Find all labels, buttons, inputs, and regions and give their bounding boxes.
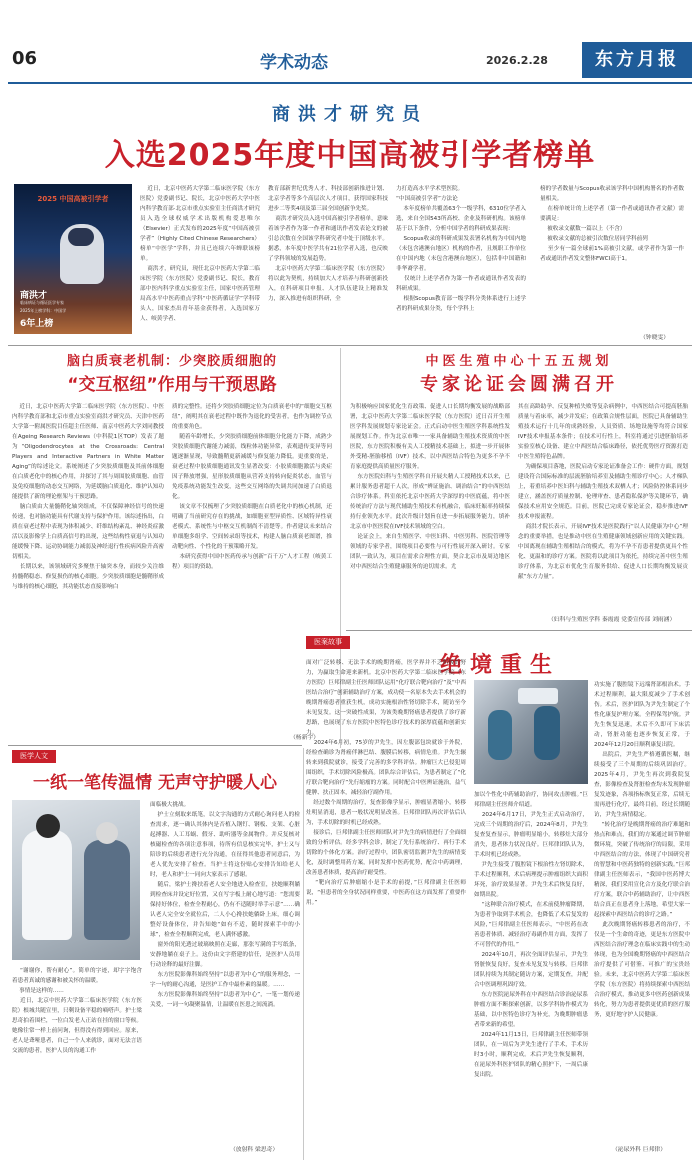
- article5-col1: 面对广泛转移、无法手术的晚期肾癌，医学界并不乏积极的努力，为赢取生命迎来新机。北京中医药大学第二临床医学院（东方医院）巨邦律副主任医师团队运用“化疗联合靶向治疗”及“中西医结合治疗”创新辅助治疗方案，成功使一名原本失去手术机会的晚期肾癌患者重获生机，成功实施根治性肾切除手术，随访至今未见复发。这一突破性成果，为该类晚期肾癌患者提供了诊疗新思路，也展现了东方医院中医特色诊疗技术的深厚底蕴和创新实力。 2024年6月初，75岁的尹先生，因左腹部包块就诊于外院，经检查确诊为肾癌伴淋巴结、腹膜后转移，病情危重。尹先生辗转来到我院就诊，接受了完善的多学科评估。肿瘤巨大已侵犯周围组织，手术切除风险极高。团队综合评估后，为患者制定了“化疗联合靶向治疗”先行缩瘤的方案。同时配合中医辨证施治，益气健脾、扶正固本，减轻治疗副作用。 经过数个周期的治疗，复查影像学显示，肿瘤显著缩小，转移灶明显消退，患者一般状况明显改善。巨邦律团队再次评估后认为，手术切除的时机已经成熟。 接诊后，巨邦律副主任医师团队对尹先生的病情进行了全面细致的分析评估。经多学科会诊，制定了先行系统治疗、再行手术切除的个体化方案。治疗过程中，团队密切监测尹先生的病情变化，及时调整用药方案，同时发挥中医药优势，配合中药调理，改善患者体质，提高治疗耐受性。 “靶向治疗后肿瘤缩小是手术的前提，”巨邦律副主任医师说，“但患者的全身状况同样重要，中医药在这方面发挥了重要作用。”: [306, 660, 466, 906]
- nurse-head: [36, 814, 60, 838]
- article1-col2: 教育部新世纪优秀人才、科技部创新推进计划、北京学者等多个高层次人才项目，获得国家科技进步二等奖4项及第三届全国创新争先奖。 商洪才研究员入选中国高被引学者榜单，意味着该学者作为第一作者和通讯作者发表论文的被引总次数在全国该学科研究者中处于顶级水平。据悉，本年度中医学共有21位学者入选，也反映了学科领域的发展趋势。 北京中医药大学第二临床医学院（东方医院）将以此为契机，持续加大人才培养与科研创新投入，在科研项目申报、人才队伍建设上精准发力，深入推进有组织科研，全: [268, 186, 388, 302]
- cover-top-text: 2025 中国高被引学者: [37, 195, 109, 203]
- article1-title: 入选2025年度中国高被引学者榜单: [104, 138, 596, 173]
- book-cover-image: [14, 184, 132, 334]
- article4-caption: “谢谢你，帮有耐心”。简单的字迹，却字字饱含着患者真诚的感谢和被关怀的温暖。 事情是这样的…… 近日，北京中医药大学第二临床医学院（东方医院）根城共随宣里，只剩设备平稳的嘀嗒声。护士梁思奇拍着围栏，一位白发老人正站在挂的窗口等候。她像往常一样上前问询，但得没有得到回应。原来，老人是聋哑患者，自己一个人来就诊，面对无法言语交流的患者，医护人员的沟通工作: [12, 968, 142, 1054]
- article1-col3: 力打造高水平学术型医院。 “中国高被引学者”方法论 本年度榜单共覆盖63个一级学科，6310位学者入选，来自全国543所高校、企业及科研机构。该榜单基于以下条件，分析中国学者的科研成果表现： Scopus收录的科研成果发表署名机构为中国内地（未包含港澳台地区）机构的作者，且规职工作单位在中国内地（未包含港澳台地区），包括非中国籍和非华裔学者。 仅统计上述学者作为第一作者或通讯作者发表的科研成果。 根据Scopus教育部一级学科分类体系进行上述学者的科研成果分类，每个学科上: [396, 186, 526, 312]
- column-divider: [303, 748, 304, 1160]
- article4-title: 一纸一笔传温情 无声守护暖人心: [33, 773, 277, 793]
- cover-sub: 临床病证与循证医学专家: [20, 300, 64, 305]
- article3-title-line2: 专家论证会圆满召开: [420, 374, 618, 395]
- surgery-photo: [474, 680, 588, 784]
- article2-title-line1: 脑白质衰老机制：少突胶质细胞的: [66, 354, 277, 369]
- patient-head: [96, 822, 118, 844]
- article1-col1: 近日，北京中医药大学第二临床医学院（东方医院）党委副书记、院长，北京中医药大学中医内科学教育部·北京市重点实验室主任商洪才研究员入选全球权威学术出版机构爱思唯尔（Elsevier）正式发布的2025年度“中国高被引学者”（Highly Cited Chinese Researchers）榜单“中医学”学科，并且已连续六年蝉联该榜单。 商洪才，研究员，现任北京中医药大学第二临床医学院（东方医院）党委副书记、院长，教育部中医内科学重点实验室主任，国家中医药管理局高水平中医药重点学科“中医药循证学”学科带头人，国家杰出青年基金获得者，入选国家万人、岐黄学者、: [140, 186, 260, 322]
- article5-signature: （泌尿外科 巨邦律）: [612, 1147, 667, 1153]
- surgical-light: [518, 688, 558, 704]
- article2-col1: 近日，北京中医药大学第二临床医学院（东方医院）、中医内科学教育部和北京市重点实验室商洪才研究员、天津中医药大学第一附属医院目佳超主任医师、南京中医药大学刘同教授在Ageing Research Reviews（中科院1区TOP）发表了题为“Oligodendrocytes at the Crossroads: Central Players and Interactive Partners in White Matter Aging”的综述论文。系统阐述了少突胶质细胞及其前体细胞在白质老化中的核心作用，并探讨了其与周围胶质细胞、血管及免疫细胞的动态交互网络，为延缓脑白质退化、维护认知功能提供了新的理论框架与干预思路。 脑白质由大量髓鞘化轴突组成，不仅保障神经信号的快速传递，也对脑功能具有代谢支持与保护作用。该综述指出，白质在衰老过程中表现为体积减少、纤维结构紊乱、神经炎症激活以及影像学上白质高信号的出现，这些结构性衰退与认知功能缓慢下降、运动协调能力减弱及神经退行性疾病风险升高密切相关。 长期以来，该领域研究多聚焦于轴突本身，而较少关注维持髓鞘稳态、修复损伤的核心细胞。少突胶质细胞是髓鞘形成与维持的核心细胞，其功能状态直接影响白: [12, 404, 164, 590]
- article3-col2: 其在高龄助孕、反复种植失败等复杂病例中，中西医结合可提高胚胎质量与着床率，减少并发症；在政策合规性层面，医院已具备辅助生殖技术运行十几年的成熟经验，人员资质、场地设施等均符合国家IVF技术申报基本条件；在技术可行性上，科室将通过引进胚胎培养实验室核心设备、建立中西医结合临床路径，依托优势医疗资源打造中医生殖特色品牌。 为确保项目落地，医院启动专家论证准备会工作：硬件方面，规划建设符合国际标准的层流胚胎培养室及辅助生殖诊疗中心；人才梯队上，着重培养中医妇科与辅助生殖技术双栖人才；风险防控体系同步建立，涵盖医疗质量控制、伦理审查、患者隐私保护等关键环节，确保技术应用安全规范。目前，医院已完成专家论证会，稳步推进IVF技术申报流程。 商洪才院长表示，开展IVF技术是医院践行“以人民健康为中心”理念的重要举措，也是推动中医在生殖健康领域创新应用的关键实践。中国离现在辅助生殖相结合的模式，将为不孕不育患者提供更具个性化、更温和的诊疗方案。医院将以此项目为依托，持续完善中医生殖诊疗体系，为北京市优化生育服务供给、促进人口长期均衡发展贡献“东方力量”。: [518, 404, 688, 580]
- surgeon-figure: [534, 706, 560, 760]
- cover-name: 商洪才: [20, 291, 48, 301]
- divider-2: [346, 630, 692, 631]
- patient-figure: [84, 840, 130, 940]
- article5-col2: 加以个性化中药辅助治疗，协同攻击肿瘤。”巨邦律副主任医师介绍道。 2024年6月17日，尹先生正式启动治疗，完成三个周期的治疗后，2024年8月，尹先生复查复查显示，肿瘤明显缩小，转移灶大部分消失，患者体力状况良好。巨邦律团队认为，手术时机已经成熟。 尹先生接受了腹腔镜下根治性左肾切除术，手术过程顺利，术后病理提示肿瘤组织大面积坏死，治疗效果显著。尹先生术后恢复良好，如期出院。 “这种联合治疗模式，在术前使肿瘤降期，为患者争取到手术机会，也降低了术后复发的风险，”巨邦律副主任医师表示，“中医药在改善患者体质、减轻治疗毒副作用方面，发挥了不可替代的作用。” 2024年10月，再次全面评估显示，尹先生肾脏恢复良好，复查未见复发与转移。巨邦律团队持续为其制定随访方案，定期复查，并配合中医调理巩固疗效。 东方医院泌尿外科在中西医结合诊治泌尿系肿瘤方面不断探索创新，以多学科协作模式为基础，以中医特色诊疗为补充，为晚期肿瘤患者带来新的希望。 2024年11月13日，巨邦律副主任医师带领团队，在一周后为尹先生进行了手术，手术历时3小时，顺利完成。术后尹先生恢复顺利，在泌尿外科医护团队的精心照护下，一周后康复出院。: [474, 792, 588, 1078]
- article2-col2: 质的完整性。还将少突胶质细胞定位为白质衰老中的“细胞交互枢纽”，阐明其在衰老过程中既作为退化的受害者，也作为调控节点的重要角色。 随着年龄增长，少突胶质细胞前体细胞分化能力下降，成熟少突胶质细胞代谢能力减弱，线粒体功能异常，表观遗传变异等问题逐渐显现，导致髓鞘更新减缓与修复能力降低。更重要的是，衰老过程中胶质细胞通讯发生显著改变：小胶质细胞激活与炎症因子释放增强，星形胶质细胞从营养支持转向促炎状态，血管与免疫系统功能发生改变，这些交互网络的失调共同加速了白质退化。 该文章不仅梳理了少突胶质细胞在白质老化中的核心机制，还明确了当前研究存在的挑战，如细胞亚型异质性、区域特异性衰老模式、系统性与中枢交互机制尚不清楚等。作者建议未来结合单细胞多组学、空间转录组等技术，构建人脑白质衰老图谱，推动靶向性、个性化的干预策略开发。 本研究获得中国中医药传承与创新“百千万”人才工程（岐黄工程）项目的资助。: [172, 404, 332, 570]
- article4-tag: 医学人文: [12, 750, 56, 763]
- surgeon-figure: [488, 710, 512, 760]
- cover-num: 6年上榜: [20, 319, 54, 329]
- article1-col4: 榜的学者数量与Scopus收录该学科中国机构署名的作者数量相关。 在榜单统计的上述学者（第一作者或通讯作者文献）需要满足： 被收录文献数一篇以上（不含） 被收录文献的总被引次数位居同学科前列 至少有一篇全球前1%高被引文献，或学者作为第一作者或通讯作者发文整体FWCI高于1。: [540, 186, 684, 262]
- page-header: [0, 0, 700, 86]
- nurse-figure: [22, 830, 72, 940]
- article3-title-line1: 中医生殖中心十五五规划: [425, 354, 613, 369]
- section-title: 学术动态: [260, 53, 328, 73]
- astronaut-visor: [68, 228, 94, 246]
- header-rule: [8, 82, 692, 84]
- article1-kicker: 商洪才研究员: [272, 104, 428, 125]
- article2-signature: （杨新宇）: [290, 735, 319, 741]
- cover-foot: 2025年上榜学科：中国学: [20, 308, 67, 313]
- article3-col1: 为积极响应国家优化生育政策、促进人口长期均衡发展的战略部署，北京中医药大学第二临床医学院（东方医院）近日召开生殖医学科发展规划专家论证会。正式启动中医生殖医学科系统性发展规划工作。作为北京市唯一一家具备辅助生殖技术资质的中医医院，东方医院积极有关人工授精技术基础上，拟进一步开展体外受精-胚胎移植（IVF）技术，以中西医结合特色为更多不孕不育家庭提供高质量医疗服务。 东方医院妇科与生殖医学科自开展夫精人工授精技术以来，已累计服务患者超千人次，形成“辨证施治、调治结合”的中西医结合诊疗体系。科室依托北京中医药大学深厚的中医底蕴，将中医传统治疗方法与现代辅助生殖技术有机融合，临床妊娠率持续保持行业领先水平。此次升级计划旨在进一步拓展服务能力，填补北京市中医医院在IVF技术领域的空白。 论证会上，来自生殖医学、中医妇科、中医男科、医院管理等领域的专家学者，围绕项目必要性与可行性展开深入研讨。专家团队一致认为，项目在需求合理性方面，契合北京市及周边地区对中西医结合生殖健康服务的迫切需求。尤: [350, 404, 510, 570]
- brand-logo: 东方月报: [582, 42, 692, 78]
- issue-date: 2026.2.28: [486, 54, 548, 67]
- article5-tag: 医案故事: [306, 636, 350, 649]
- article1-signature: （钟晓雯）: [640, 335, 669, 341]
- article5-col3: 功实施了腹腔镜下远端肾部根治术。手术过程顺利，最大限度减少了手术创伤。术后，医护团队为尹先生制定了个性化康复护理方案。全程保驾护航。尹先生恢复迅速，术后不久即可下床活动，肾脏功能也逐步恢复正常，于2024年12月20日顺利康复出院。 出院后，尹先生严格遵循医嘱，继续接受了三个周期的后续巩固治疗。2025年4月，尹先生再次到我院复查，影像检查及肾脏检查均未发现肿瘤复发迹象，各项指标恢复正常，后续无需再进行化疗，最终目前，经过长期随访，尹先生病情稳定。 “转化治疗是晚期肾癌的治疗难题和热点和难点，我们的方案通过调节肿瘤微环境，突破了传统治疗的局限，采用中西医结合的方法，体现了中国研究者的智慧和中医药独特的创新实践。”巨邦律副主任医师表示，“我国中医药博大精深，我们采用宣化合方及化疗联合治疗方案，联合中药辅助治疗，让中西医结合真正在患者身上落地，希望大家一起探索中西医结合的诊疗之路。” 此次晚期肾癌转移患者的治疗，不仅是一个生命的奇迹，更是东方医院中西医结合治疗理念在临床实践中的生动体现，也为全国晚期肾癌的中西医结合治疗提供了可借鉴、可推广的宝贵经验。未来，北京中医药大学第二临床医学院（东方医院）将持续探索中西医结合治疗模式，推动更多中医药创新成果转化，努力为患者提供更优质的医疗服务，更好地守护人民健康。: [594, 682, 690, 1018]
- nurse-patient-photo: [12, 800, 140, 960]
- article3-signature: （妇科与生殖医学科 秦霞霞 党委宣传部 刘雨涵）: [548, 617, 676, 623]
- divider-1: [8, 345, 692, 346]
- article2-title-line2: “交互枢纽”作用与干预思路: [67, 375, 277, 395]
- page-number: 06: [12, 48, 38, 69]
- divider-3: [8, 745, 302, 746]
- article4-signature: （放射科 梁思奇）: [230, 1147, 279, 1153]
- article4-col: 面临极大挑战。 护士立刻取来纸笔，以文字沟通的方式耐心询问老人的检查需求，逐一确认其体内是否植入钢钉、钢板、支架、心脏起搏器、人工耳蜗、假牙、助听器等金属物件。并反复核对核磁检查的各项注意事项，待所有信息核实完毕，护士又与陪诊的后续患者进行充分沟通，在征得其他患者同意后，为老人优先安排了检查。当护士将这份贴心安排告知给老人时，老人和护士一同向大家表示了感谢。 随后，梁护士搀扶着老人安全地进入检查室，扶她顺利躺到检查床并设定好位置，又在写字板上耐心地写道：“您需要保持好体位，检查全程耐心，仍有不适随时举手示意”……确认老人完全安全就位后，二人小心搀扶她躺卧上床，细心调整好设备体位，并告知她“如有不适，随时探索手中的小球”，检查全程顺利完成，老人满怀感激。 窗外的阳光透过玻璃映照在走廊，那张写满的手写纸条，安静地躺在桌子上。这份由文字搭建的信任，是医护人员用行动诠释的最好注脚。 东方医院影像科始终坚持“以患者为中心”的服务理念，一字一句的耐心沟通，是医护工作中最朴素的温暖。…… 东方医院影像科始终坚持“以患者为中心”，一笔一划传递关爱，一词一句凝聚温情，让温暖在医患之间流淌。: [150, 802, 301, 1008]
- article5-title: 绝境重生: [439, 653, 560, 678]
